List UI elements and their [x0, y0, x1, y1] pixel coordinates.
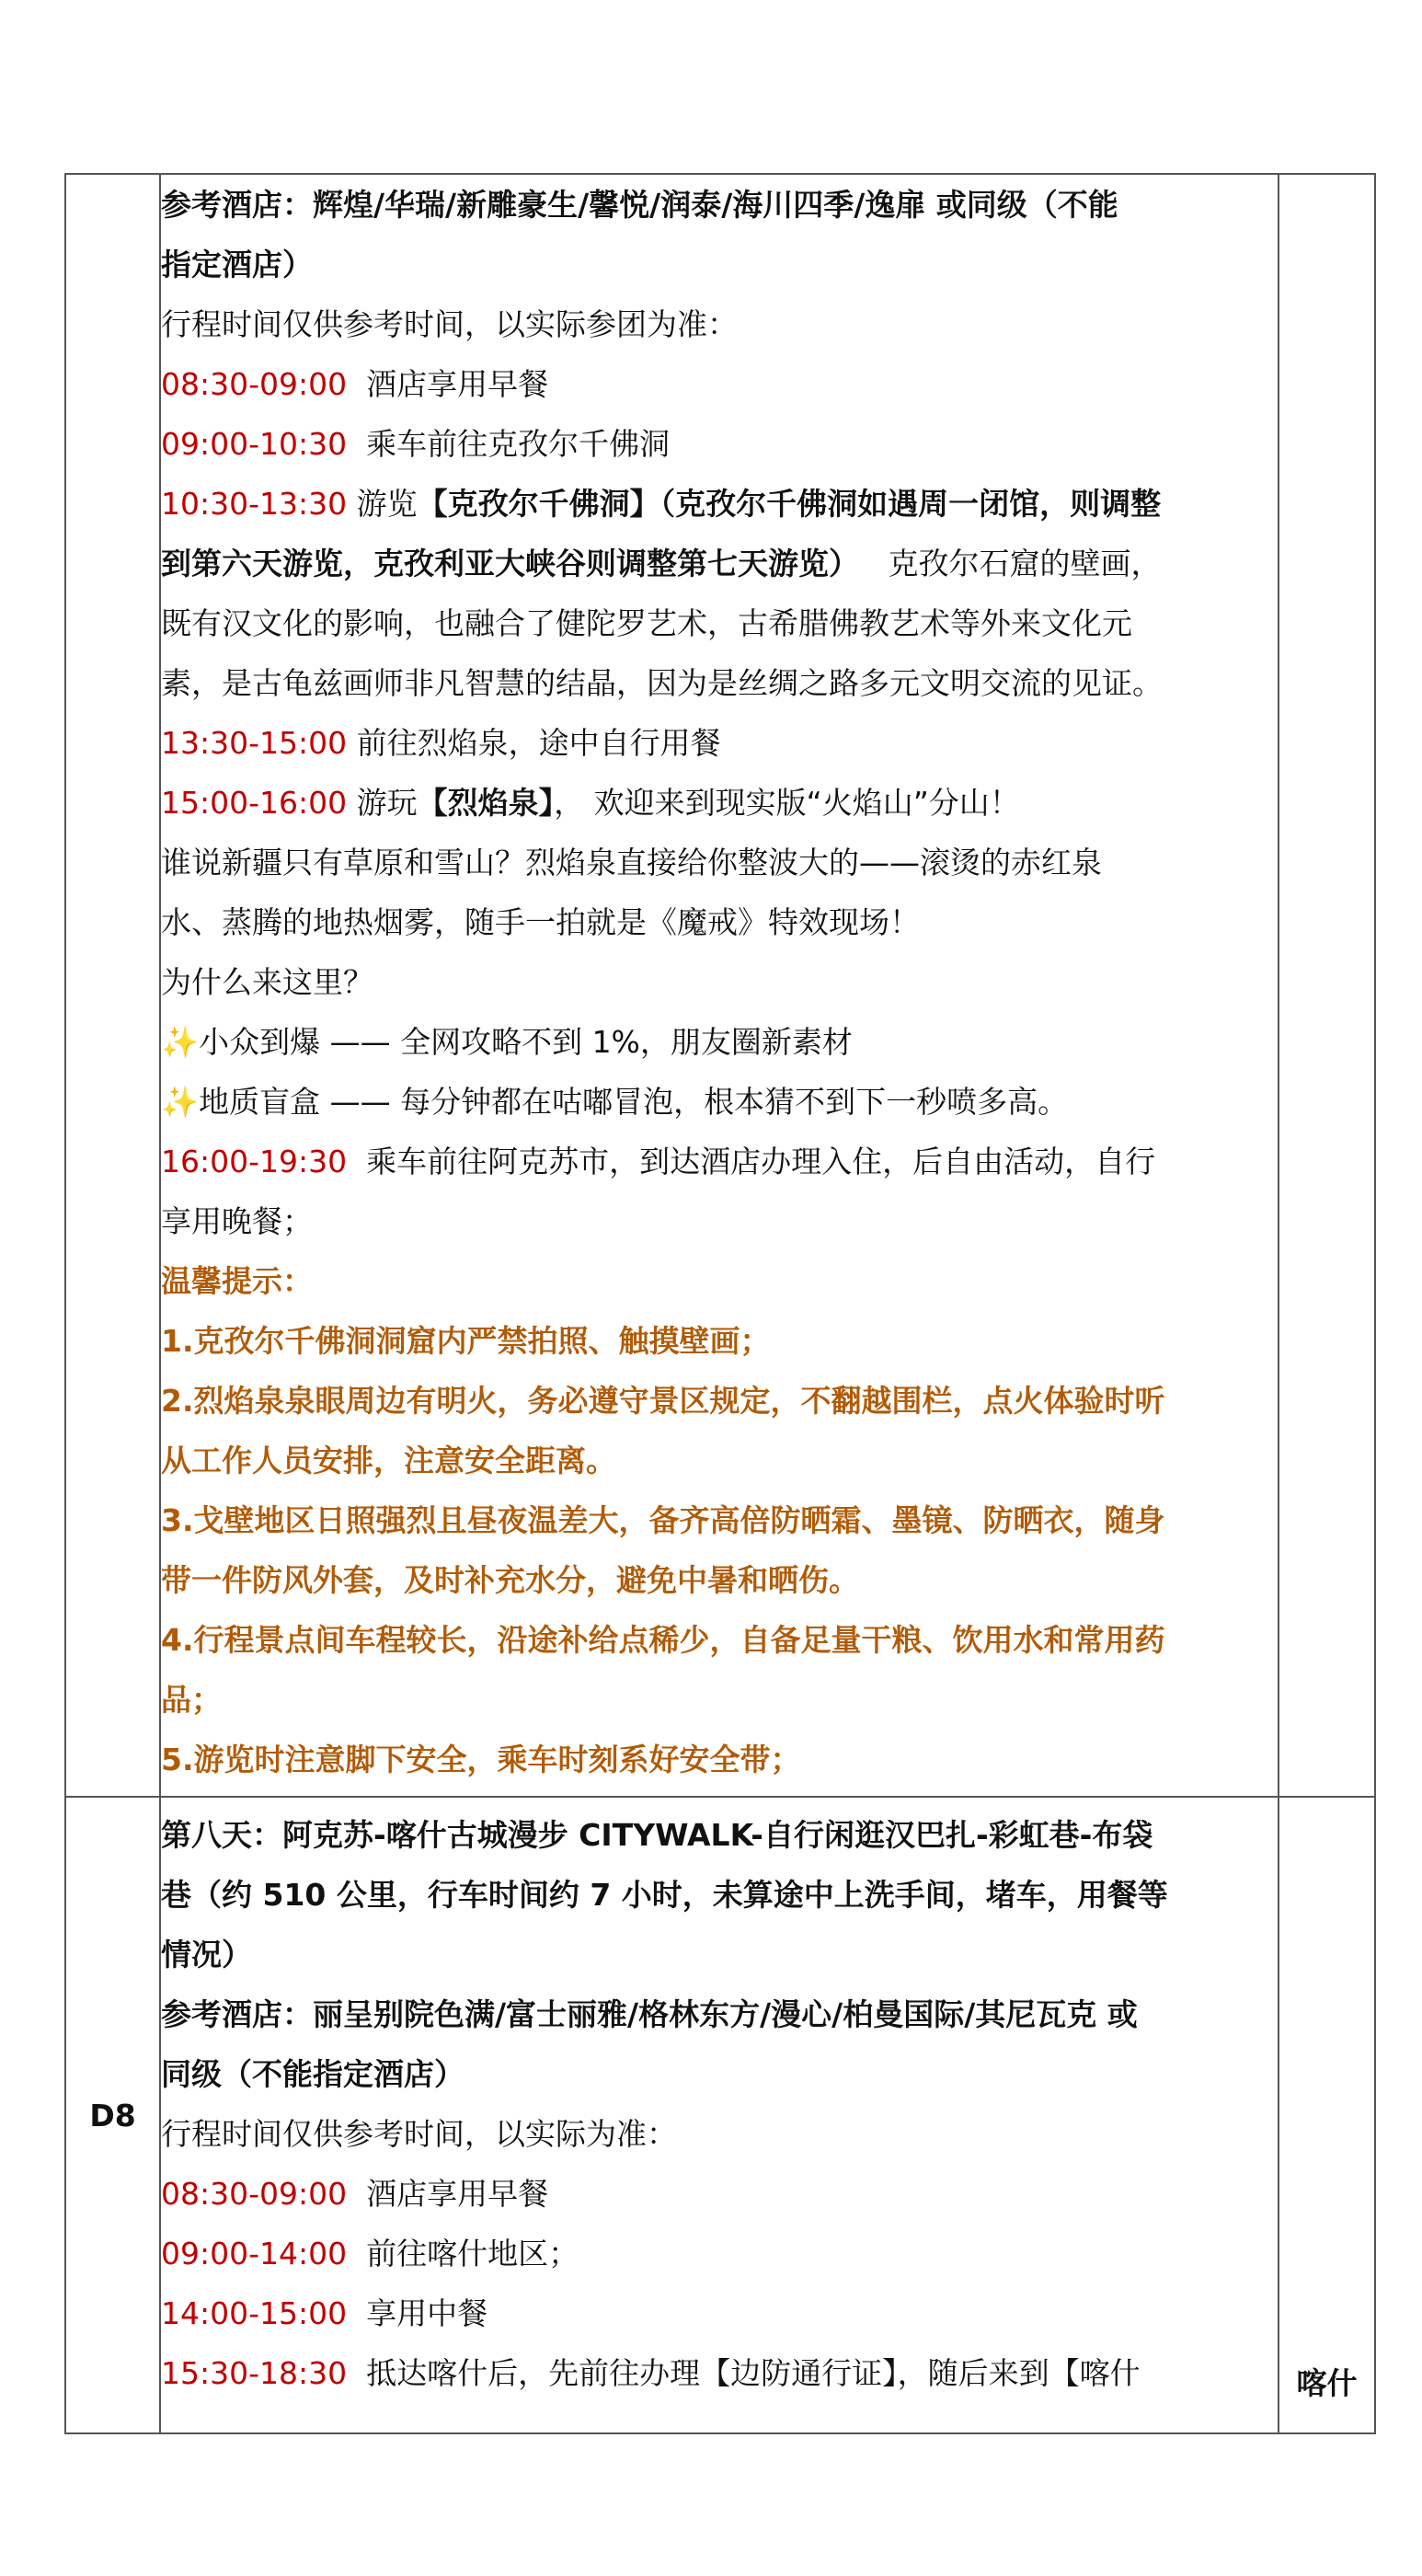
day7-schedule-3-cont [161, 534, 1278, 593]
day7-schedule-6 [161, 1132, 1278, 1191]
day7-schedule-3-desc-a: 既有汉文化的影响，也融合了健陀罗艺术，古希腊佛教艺术等外来文化元 [161, 605, 1132, 641]
time: 16:00-19:30 [161, 1144, 348, 1179]
sparkle-icon: ✨ [161, 1084, 200, 1120]
day8-location: 喀什 [1279, 1797, 1375, 2433]
time: 08:30-09:00 [161, 2176, 348, 2212]
tip-4b: 品； [161, 1682, 222, 1718]
tip-3b: 带一件防风外套，及时补充水分，避免中暑和晒伤。 [161, 1562, 859, 1598]
sparkle-icon: ✨ [161, 1024, 200, 1060]
day8-hotel-1: 参考酒店：丽呈别院色满/富士丽雅/格林东方/漫心/柏曼国际/其尼瓦克 或 [161, 1996, 1138, 2032]
day7-para-1: 谁说新疆只有草原和雪山？烈焰泉直接给你整波大的——滚烫的赤红泉 [161, 845, 1102, 880]
day7-para-2: 水、蒸腾的地热烟雾，随手一拍就是《魔戒》特效现场！ [161, 904, 920, 940]
time: 09:00-14:00 [161, 2236, 348, 2271]
activity: 前往烈焰泉，途中自行用餐 [356, 725, 721, 761]
day7-schedule-5 [161, 773, 1278, 833]
day8-row [65, 1797, 1375, 2433]
day7-row [65, 174, 1375, 1797]
day8-schedule-2 [161, 2224, 1278, 2283]
activity: 酒店享用早餐 [366, 2176, 549, 2212]
time: 15:00-16:00 [161, 785, 348, 821]
day7-why: 为什么来这里？ [161, 964, 373, 1000]
day7-schedule-3 [161, 474, 1278, 534]
tip-3a: 3.戈壁地区日照强烈且昼夜温差大，备齐高倍防晒霜、墨镜、防晒衣，随身 [161, 1502, 1165, 1538]
day7-schedule-1 [161, 354, 1278, 414]
tip-1: 1.克孜尔千佛洞洞窟内严禁拍照、触摸壁画； [161, 1323, 771, 1359]
activity-desc: ， 欢迎来到现实版“火焰山”分山！ [554, 785, 1020, 821]
activity: 乘车前往阿克苏市，到达酒店办理入住，后自由活动，自行 [366, 1144, 1156, 1179]
activity: 享用中餐 [366, 2295, 488, 2331]
tip-2a: 2.烈焰泉泉眼周边有明火，务必遵守景区规定，不翻越围栏，点火体验时听 [161, 1383, 1165, 1419]
tips-title: 温馨提示： [161, 1263, 313, 1299]
day8-hotel-2: 同级（不能指定酒店） [161, 2056, 464, 2092]
activity: 前往喀什地区； [366, 2236, 579, 2271]
why-text: 地质盲盒 —— 每分钟都在咕嘟冒泡，根本猜不到下一秒喷多高。 [199, 1084, 1069, 1120]
day7-day-cell [65, 174, 160, 1797]
day7-why-item-1 [161, 1012, 1278, 1072]
day8-schedule-1 [161, 2164, 1278, 2224]
day7-note: 行程时间仅供参考时间，以实际参团为准： [161, 306, 738, 342]
time: 15:30-18:30 [161, 2355, 348, 2391]
day7-schedule-3-desc-b: 素，是古龟兹画师非凡智慧的结晶，因为是丝绸之路多元文明交流的见证。 [161, 665, 1163, 701]
time: 14:00-15:00 [161, 2295, 348, 2331]
activity-prefix: 游览 [356, 486, 418, 522]
tip-4a: 4.行程景点间车程较长，沿途补给点稀少，自备足量干粮、饮用水和常用药 [161, 1622, 1165, 1658]
activity-highlight: 【克孜尔千佛洞】（克孜尔千佛洞如遇周一闭馆，则调整 [417, 486, 1162, 522]
tip-5: 5.游览时注意脚下安全，乘车时刻系好安全带； [161, 1742, 801, 1777]
activity: 酒店享用早餐 [366, 366, 549, 402]
time: 10:30-13:30 [161, 486, 348, 522]
activity: 乘车前往克孜尔千佛洞 [366, 426, 671, 462]
time: 09:00-10:30 [161, 426, 348, 462]
day7-schedule-4 [161, 713, 1278, 773]
itinerary-table [64, 173, 1376, 2434]
day8-title-2: 巷（约 510 公里，行车时间约 7 小时，未算途中上洗手间，堵车，用餐等 [161, 1877, 1168, 1913]
activity-prefix: 游玩 [356, 785, 418, 821]
day8-content [160, 1797, 1279, 2433]
day7-hotel-cont: 指定酒店） [161, 247, 313, 282]
activity-highlight: 【烈焰泉】 [417, 785, 555, 821]
time: 13:30-15:00 [161, 725, 348, 761]
day7-why-item-2 [161, 1072, 1278, 1132]
day7-schedule-6-cont: 享用晚餐； [161, 1203, 313, 1239]
activity-desc: 克孜尔石窟的壁画， [888, 546, 1162, 581]
day8-title-1: 第八天：阿克苏-喀什古城漫步 CITYWALK-自行闲逛汉巴扎-彩虹巷-布袋 [161, 1817, 1153, 1853]
day8-title-3: 情况） [161, 1937, 252, 1972]
day8-schedule-4 [161, 2343, 1278, 2403]
why-text: 小众到爆 —— 全网攻略不到 1%，朋友圈新素材 [199, 1024, 853, 1060]
time: 08:30-09:00 [161, 366, 348, 402]
day7-location-cell [1279, 174, 1375, 1797]
tip-2b: 从工作人员安排，注意安全距离。 [161, 1443, 616, 1478]
day7-content [160, 174, 1279, 1797]
activity-highlight-cont: 到第六天游览，克孜利亚大峡谷则调整第七天游览） [161, 546, 859, 581]
day8-day-label: D8 [65, 1797, 160, 2433]
day7-schedule-2 [161, 414, 1278, 474]
day7-hotel: 参考酒店：辉煌/华瑞/新雕豪生/馨悦/润泰/海川四季/逸扉 或同级（不能 [161, 187, 1118, 223]
activity: 抵达喀什后，先前往办理【边防通行证】，随后来到【喀什 [366, 2355, 1141, 2391]
day8-schedule-3 [161, 2283, 1278, 2343]
day8-note: 行程时间仅供参考时间，以实际为准： [161, 2116, 677, 2152]
